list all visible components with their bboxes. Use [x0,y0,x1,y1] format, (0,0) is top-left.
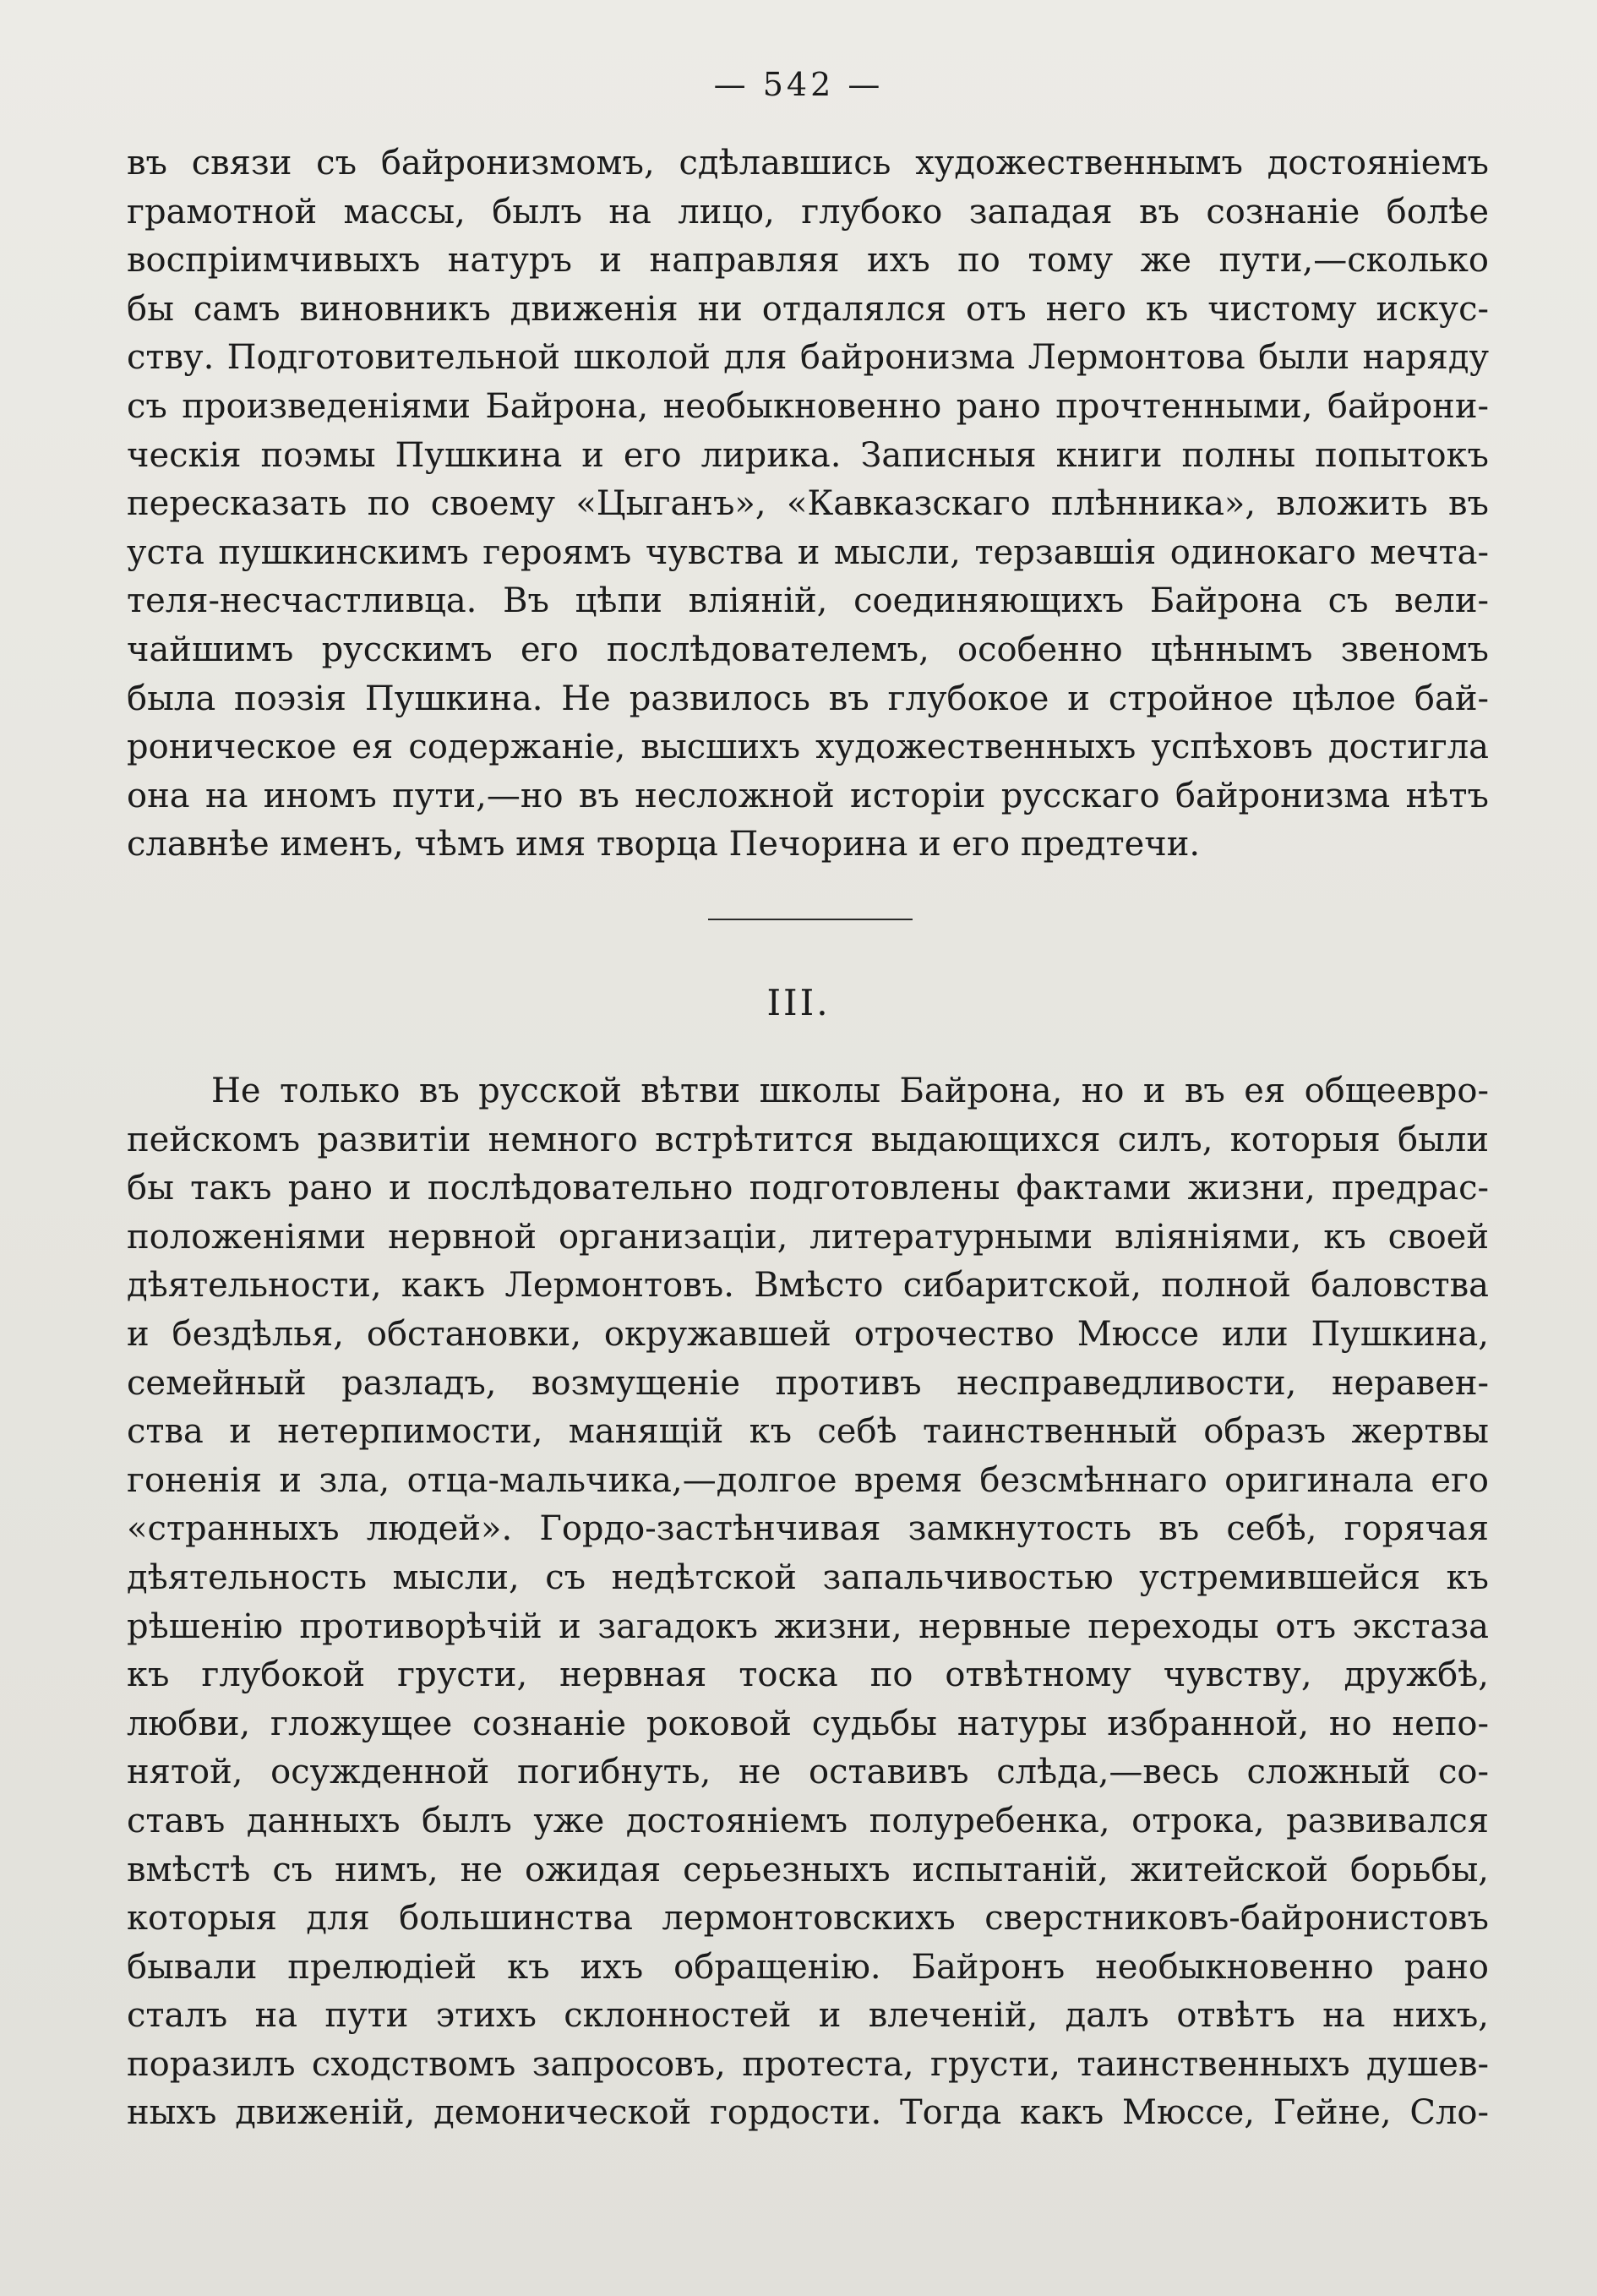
text-line: была поэзія Пушкина. Не развилось въ глубокое и стройное цѣлое бай- [127,679,1489,718]
text-line: пейскомъ развитіи немного встрѣтится выдающихся силъ, которыя были [127,1120,1489,1159]
text-line: любви, гложущее сознаніе роковой судьбы натуры избранной, но непо- [127,1704,1489,1743]
text-line: уста пушкинскимъ героямъ чувства и мысли, терзавшія одинокаго мечта- [127,532,1489,572]
text-line: поразилъ сходствомъ запросовъ, протеста, грусти, таинственныхъ душев- [127,2044,1489,2084]
text-line: нятой, осужденной погибнуть, не оставивъ слѣда,—весь сложный со- [127,1753,1489,1792]
paragraph-2 [127,1067,1489,2138]
text-line: и бездѣлья, обстановки, окружавшей отрочество Мюссе или Пушкина, [127,1314,1489,1354]
section-divider [708,919,913,920]
text-line: «странныхъ людей». Гордо-застѣнчивая замкнутость въ себѣ, горячая [127,1509,1489,1549]
text-line: бы самъ виновникъ движенія ни отдалялся отъ него къ чистому искус- [127,289,1489,329]
text-line: ставъ данныхъ былъ уже достояніемъ полуребенка, отрока, развивался [127,1801,1489,1841]
text-line: къ глубокой грусти, нервная тоска по отвѣтному чувству, дружбѣ, [127,1655,1489,1695]
text-line: воспріимчивыхъ натуръ и направляя ихъ по тому же пути,—сколько [127,241,1489,281]
text-line: теля-несчастливца. Въ цѣпи вліяній, соединяющихъ Байрона съ вели- [127,581,1489,621]
text-line: сталъ на пути этихъ склонностей и влеченій, далъ отвѣтъ на нихъ, [127,1996,1489,2036]
text-line: гоненія и зла, отца-мальчика,—долгое время безсмѣннаго оригинала его [127,1460,1489,1500]
text-line: бывали прелюдіей къ ихъ обращенію. Байронъ необыкновенно рано [127,1947,1489,1987]
text-line: которыя для большинства лермонтовскихъ сверстниковъ-байронистовъ [127,1899,1489,1939]
text-line: рѣшенію противорѣчій и загадокъ жизни, нервные переходы отъ экстаза [127,1606,1489,1646]
text-line: въ связи съ байронизмомъ, сдѣлавшись художественнымъ достояніемъ [127,144,1489,183]
text-line: положеніями нервной организаціи, литературными вліяніями, къ своей [127,1217,1489,1257]
text-line: съ произведеніями Байрона, необыкновенно рано прочтенными, байрони- [127,386,1489,426]
text-line: Не только въ русской вѣтви школы Байрона, но и въ ея общеевро- [211,1072,1489,1110]
text-line: ству. Подготовительной школой для байронизма Лермонтова были наряду [127,338,1489,378]
text-line: чайшимъ русскимъ его послѣдователемъ, особенно цѣннымъ звеномъ [127,630,1489,669]
text-line: ства и нетерпимости, манящій къ себѣ таинственный образъ жертвы [127,1412,1489,1452]
page-number: — 542 — [713,66,884,103]
paragraph-1 [127,139,1489,870]
text-line: грамотной массы, былъ на лицо, глубоко западая въ сознаніе болѣе [127,192,1489,232]
text-line: семейный разладъ, возмущеніе противъ несправедливости, неравен- [127,1363,1489,1403]
text-line: вмѣстѣ съ нимъ, не ожидая серьезныхъ испытаній, житейской борьбы, [127,1850,1489,1890]
text-line: славнѣе именъ, чѣмъ имя творца Печорина и его предтечи. [127,825,1201,864]
text-line: ческія поэмы Пушкина и его лирика. Записныя книги полны попытокъ [127,435,1489,475]
text-line: дѣятельность мысли, съ недѣтской запальчивостью устремившейся къ [127,1557,1489,1597]
text-line: бы такъ рано и послѣдовательно подготовлены фактами жизни, предрас- [127,1169,1489,1208]
text-line: она на иномъ пути,—но въ несложной исторіи русскаго байронизма нѣтъ [127,776,1489,815]
text-line: пересказать по своему «Цыганъ», «Кавказскаго плѣнника», вложить въ [127,484,1489,524]
text-line: дѣятельности, какъ Лермонтовъ. Вмѣсто сибаритской, полной баловства [127,1266,1489,1306]
text-line: роническое ея содержаніе, высшихъ художественныхъ успѣховъ достигла [127,728,1489,767]
section-heading: III. [766,982,831,1023]
text-line: ныхъ движеній, демонической гордости. Тогда какъ Мюссе, Гейне, Сло- [127,2093,1489,2133]
